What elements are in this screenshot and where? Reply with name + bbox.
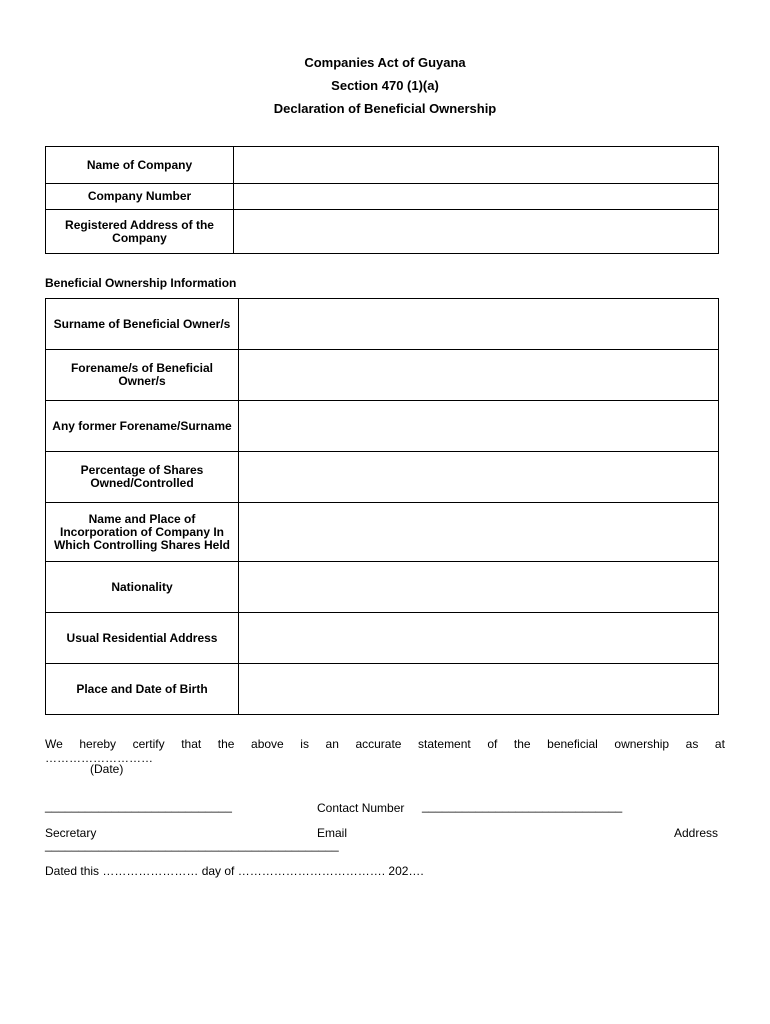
statement-word: statement bbox=[418, 737, 471, 751]
shares-percentage-cell bbox=[239, 452, 719, 503]
former-name-input[interactable] bbox=[239, 419, 718, 433]
statement-word: ownership bbox=[614, 737, 670, 751]
dated-line: Dated this …………………… day of ………………………………. 202…. bbox=[45, 864, 424, 878]
registered-address-cell bbox=[234, 210, 719, 254]
statement-word: the bbox=[513, 737, 531, 751]
forename-cell bbox=[239, 350, 719, 401]
shares-percentage-input[interactable] bbox=[239, 470, 718, 484]
statement-word: accurate bbox=[355, 737, 402, 751]
company-info-table bbox=[45, 146, 719, 254]
surname-input[interactable] bbox=[239, 317, 718, 331]
forename-label: Forename/s of Beneficial Owner/s bbox=[46, 350, 239, 401]
secretary-label: Secretary bbox=[45, 826, 97, 840]
table-row bbox=[46, 503, 719, 562]
company-number-cell bbox=[234, 184, 719, 210]
forename-input[interactable] bbox=[239, 368, 718, 382]
date-dots: ……………………… bbox=[45, 751, 153, 765]
statement-word: of bbox=[487, 737, 498, 751]
table-row bbox=[46, 562, 719, 613]
address-label: Address bbox=[674, 826, 719, 840]
statement-word: an bbox=[325, 737, 339, 751]
statement-word: above bbox=[251, 737, 284, 751]
statement-word: hereby bbox=[79, 737, 117, 751]
table-row bbox=[46, 210, 719, 254]
table-row bbox=[46, 613, 719, 664]
registered-address-input[interactable] bbox=[234, 225, 718, 239]
table-row bbox=[46, 452, 719, 503]
nationality-label: Nationality bbox=[46, 562, 239, 613]
controlling-company-label: Name and Place of Incorporation of Company In Which Controlling Shares Held bbox=[46, 503, 239, 562]
declaration-title: Declaration of Beneficial Ownership bbox=[273, 101, 497, 116]
birth-place-date-input[interactable] bbox=[239, 682, 718, 696]
nationality-cell bbox=[239, 562, 719, 613]
statement-word: at bbox=[714, 737, 725, 751]
birth-place-date-cell bbox=[239, 664, 719, 715]
residential-address-label: Usual Residential Address bbox=[46, 613, 239, 664]
controlling-company-cell bbox=[239, 503, 719, 562]
residential-address-cell bbox=[239, 613, 719, 664]
residential-address-input[interactable] bbox=[239, 631, 718, 645]
table-row bbox=[46, 664, 719, 715]
contact-number-line: ______________________________ bbox=[422, 799, 623, 813]
table-row bbox=[46, 299, 719, 350]
statement-word: the bbox=[217, 737, 235, 751]
birth-place-date-label: Place and Date of Birth bbox=[46, 664, 239, 715]
table-row bbox=[46, 401, 719, 452]
former-name-label: Any former Forename/Surname bbox=[46, 401, 239, 452]
shares-percentage-label: Percentage of Shares Owned/Controlled bbox=[46, 452, 239, 503]
statement-word: is bbox=[300, 737, 309, 751]
company-number-label: Company Number bbox=[46, 184, 234, 210]
surname-label: Surname of Beneficial Owner/s bbox=[46, 299, 239, 350]
statement-word: that bbox=[181, 737, 202, 751]
nationality-input[interactable] bbox=[239, 580, 718, 594]
beneficial-ownership-heading: Beneficial Ownership Information bbox=[45, 276, 237, 290]
surname-cell bbox=[239, 299, 719, 350]
former-name-cell bbox=[239, 401, 719, 452]
email-label: Email bbox=[317, 826, 348, 840]
address-line: ____________________________________________ bbox=[45, 838, 339, 852]
document-title: Companies Act of Guyana bbox=[304, 55, 466, 70]
controlling-company-input[interactable] bbox=[239, 525, 718, 539]
secretary-signature-line: ____________________________ bbox=[45, 799, 232, 813]
statement-word: certify bbox=[132, 737, 165, 751]
beneficial-ownership-table bbox=[45, 298, 719, 715]
section-reference: Section 470 (1)(a) bbox=[331, 78, 439, 93]
table-row bbox=[46, 147, 719, 184]
company-number-input[interactable] bbox=[234, 190, 718, 204]
table-row bbox=[46, 184, 719, 210]
statement-word: beneficial bbox=[547, 737, 598, 751]
company-name-cell bbox=[234, 147, 719, 184]
date-label: (Date) bbox=[90, 762, 124, 776]
company-name-input[interactable] bbox=[234, 158, 718, 172]
registered-address-label: Registered Address of the Company bbox=[46, 210, 234, 254]
contact-number-label: Contact Number bbox=[317, 801, 405, 815]
statement-word: We bbox=[45, 737, 63, 751]
table-row bbox=[46, 350, 719, 401]
statement-word: as bbox=[685, 737, 699, 751]
company-name-label: Name of Company bbox=[46, 147, 234, 184]
certification-statement bbox=[45, 737, 725, 751]
